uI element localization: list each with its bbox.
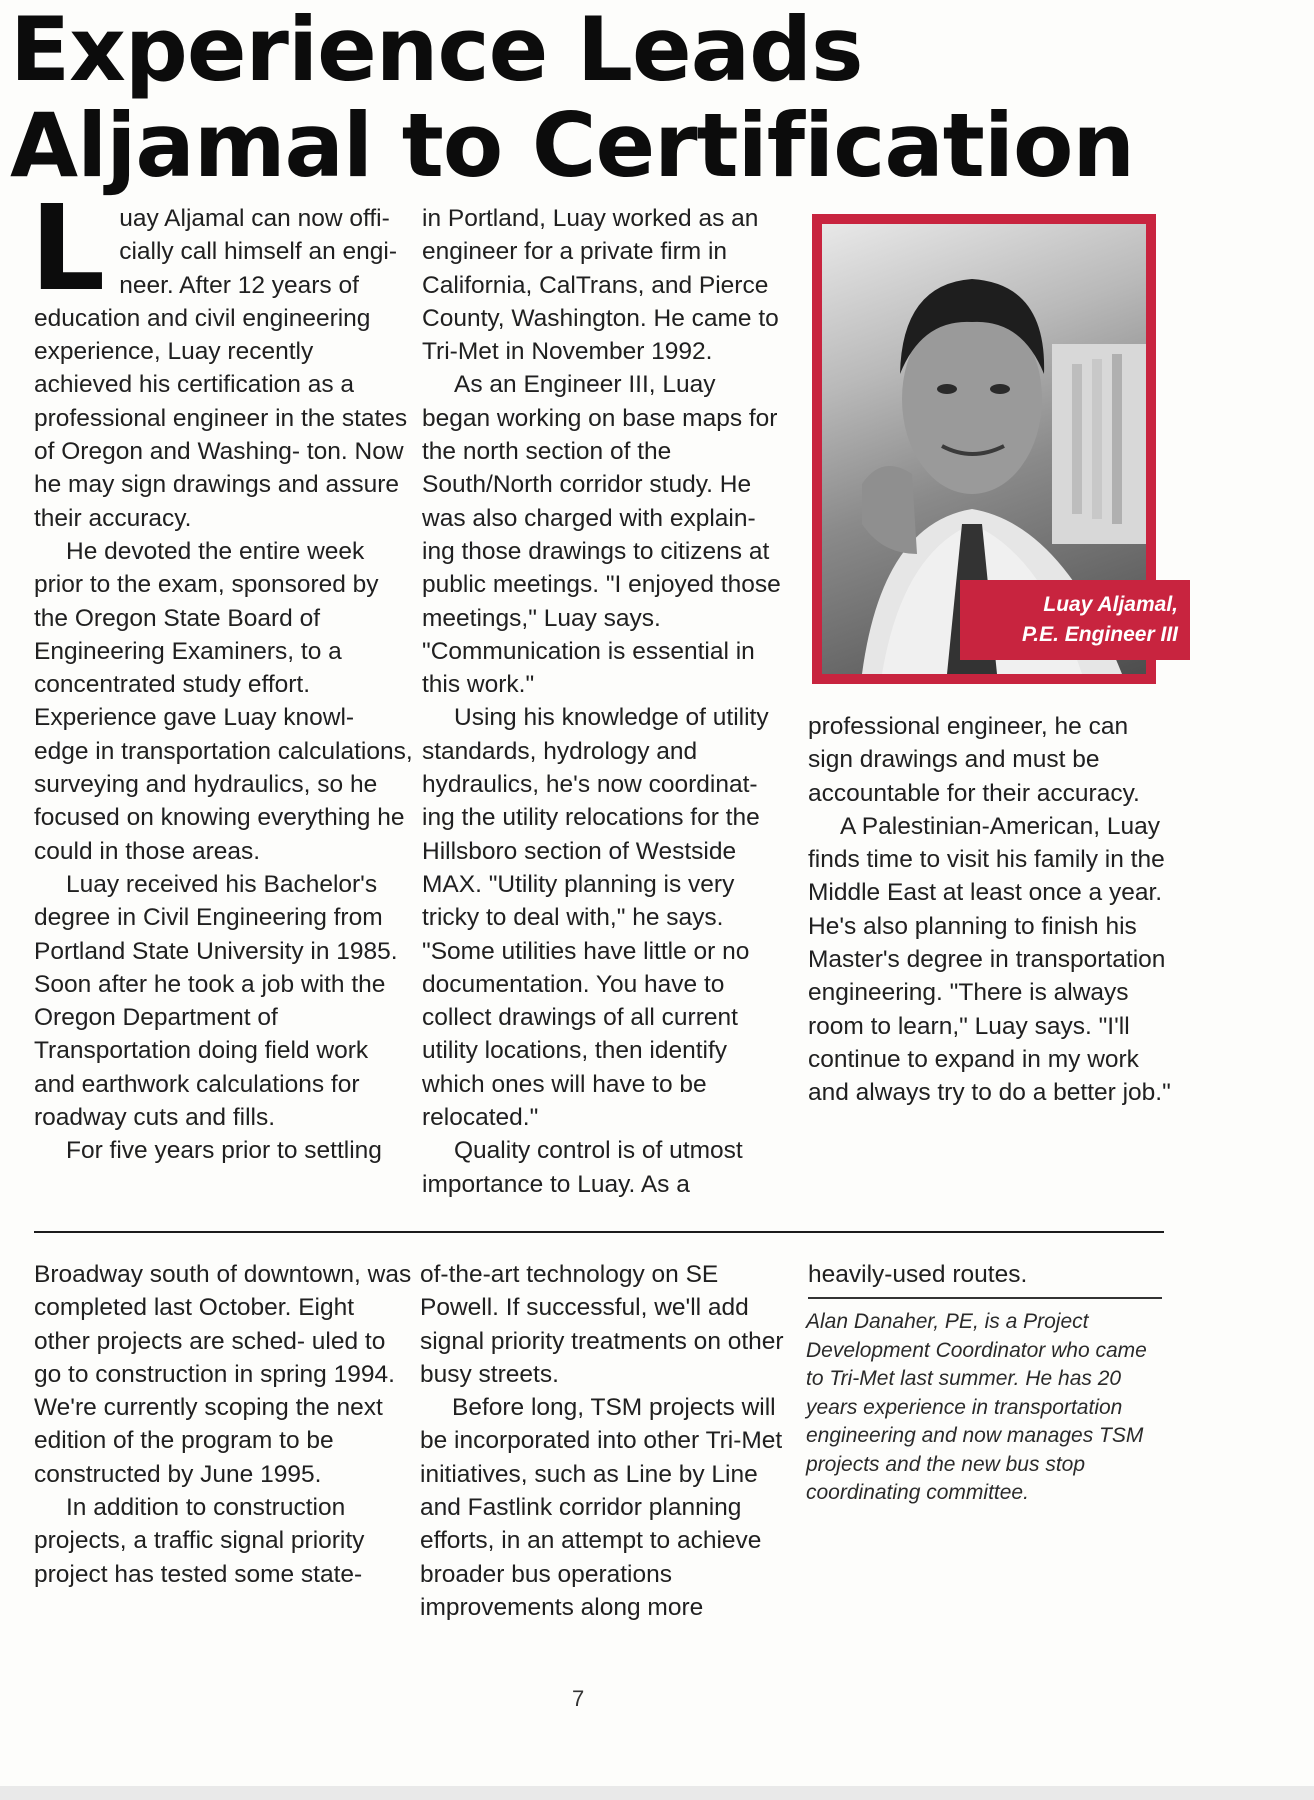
drop-cap: L	[30, 179, 106, 317]
paragraph: of-the-art technology on SE Powell. If successful, we'll add signal priority treatments on other busy streets.	[420, 1261, 784, 1388]
paragraph: Before long, TSM projects will be incorporated into other Tri-Met initiatives, such as Line by Line and Fastlink corridor planning efforts, in an attempt to achieve broader bus operations improvements along more	[420, 1394, 783, 1621]
paragraph: For five years prior to settling	[66, 1137, 382, 1165]
section-divider	[34, 1231, 1164, 1233]
headline	[10, 0, 1135, 197]
paragraph: heavily-used routes.	[808, 1261, 1028, 1288]
paragraph: As an Engineer III, Luay began working on base maps for the north section of the South/North corridor study. He was also charged with explain- ing those drawings to citizens at public meetings. "I enjoyed those meetings," Luay says. "Communication is essential in this work."	[422, 371, 781, 699]
page-number: 7	[572, 1686, 585, 1711]
continued-column-1	[34, 1258, 414, 1591]
paragraph: He devoted the entire week prior to the exam, sponsored by the Oregon State Board of Engineering Examiners, to a concentrated study effort. Experience gave Luay knowl- edge in transportation calculations, surveying and hydraulics, so he focused on knowing everything he could in those areas.	[34, 537, 413, 865]
article-column-3	[808, 710, 1178, 1110]
bio-divider	[808, 1297, 1162, 1299]
paragraph: A Palestinian-American, Luay finds time to visit his family in the Middle East at least once a year. He's also planning to finish his Master's degree in transportation engineering. "There is always room to learn," Luay says. "I'll continue to expand in my work and always try to do a better job."	[808, 812, 1171, 1107]
paragraph: in Portland, Luay worked as an engineer for a private firm in California, CalTrans, and Pierce County, Washington. He came to Tri-Met in November 1992.	[422, 205, 779, 366]
paragraph: uay Aljamal can now offi- cially call himself an engi- neer. After 12 years of education and civil engineering experience, Luay recently achieved his certification as a professional engineer in the states of Oregon and Washing- ton. Now he may sign drawings and assure their accuracy.	[34, 205, 408, 532]
author-bio: Alan Danaher, PE, is a Project Development Coordinator who came to Tri-Met last summer. He has 20 years experience in transportation engineering and now manages TSM projects and the new bus stop coordinating committee.	[806, 1310, 1147, 1504]
photo-caption	[960, 580, 1190, 660]
continued-column-2	[420, 1258, 790, 1624]
page-edge	[0, 1786, 1314, 1800]
paragraph: professional engineer, he can sign drawings and must be accountable for their accuracy.	[808, 713, 1140, 807]
continued-column-3	[808, 1258, 1168, 1291]
article-column-1	[30, 179, 414, 1168]
caption-name: Luay Aljamal,	[1043, 593, 1178, 616]
paragraph: Using his knowledge of utility standards, hydrology and hydraulics, he's now coordinat- ing the utility relocations for the Hillsboro section of Westside MAX. "Utility planning is very tricky to deal with," he says. "Some utilities have little or no documentation. You have to collect drawings of all current utility locations, then identify which ones will have to be relocated."	[422, 704, 769, 1132]
headline-line-1: Experience Leads	[10, 0, 863, 101]
article-column-2	[422, 202, 790, 1201]
paragraph: Broadway south of downtown, was completed last October. Eight other projects are sched- uled to go to construction in spring 1994. We're currently scoping the next edition of the program to be constructed by June 1995.	[34, 1261, 412, 1488]
paragraph: In addition to construction projects, a traffic signal priority project has tested some state-	[34, 1494, 365, 1588]
paragraph: Luay received his Bachelor's degree in Civil Engineering from Portland State University in 1985. Soon after he took a job with the Oregon Department of Transportation doing field work and earthwork calculations for roadway cuts and fills.	[34, 870, 398, 1132]
caption-title: P.E. Engineer III	[1021, 623, 1178, 646]
paragraph: Quality control is of utmost importance to Luay. As a	[422, 1137, 743, 1198]
headline-line-2: Aljamal to Certification	[10, 94, 1135, 197]
